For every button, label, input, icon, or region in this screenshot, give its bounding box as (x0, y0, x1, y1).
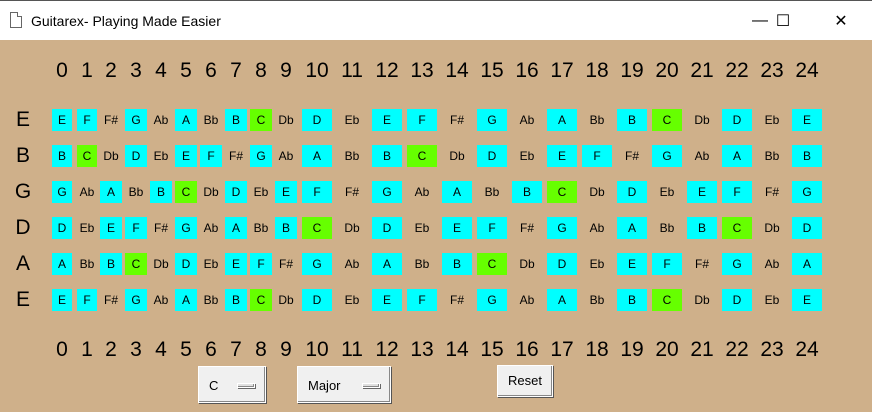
note-cell: F# (344, 185, 359, 199)
note-cell: D (617, 181, 647, 203)
note-cell: A (547, 289, 577, 311)
note-cell: Ab (203, 221, 219, 235)
note-cell: D (792, 217, 822, 239)
note-cell: Ab (519, 293, 535, 307)
note-cell: F# (278, 257, 293, 271)
top-fret-number: 5 (180, 59, 192, 82)
note-cell: Db (203, 185, 219, 199)
bottom-fret-number: 1 (81, 338, 93, 361)
note-cell: G (125, 289, 147, 311)
top-fret-number: 20 (655, 59, 679, 82)
top-fret-number: 24 (795, 59, 819, 82)
note-cell: Bb (589, 113, 605, 127)
note-cell: G (175, 217, 197, 239)
dropdown-arrow-icon (362, 383, 380, 388)
note-cell: F (407, 109, 437, 131)
note-cell: A (100, 181, 122, 203)
note-cell: B (617, 289, 647, 311)
note-cell: F# (153, 221, 168, 235)
note-cell: Bb (414, 257, 430, 271)
note-cell: F (200, 145, 222, 167)
note-cell: Db (344, 221, 360, 235)
note-cell: C (250, 289, 272, 311)
top-fret-number: 16 (515, 59, 539, 82)
note-cell: D (722, 109, 752, 131)
scale-dropdown[interactable] (297, 366, 391, 403)
minimize-button[interactable]: — (752, 12, 768, 29)
bottom-fret-number: 6 (205, 338, 217, 361)
window-title: Guitarex- Playing Made Easier (31, 13, 221, 29)
note-cell: Ab (589, 221, 605, 235)
string-label: E (15, 108, 30, 131)
note-cell: Ab (79, 185, 95, 199)
note-cell: B (372, 145, 402, 167)
top-fret-number: 7 (230, 59, 242, 82)
top-fret-number: 21 (690, 59, 714, 82)
maximize-button[interactable]: ☐ (775, 13, 791, 30)
note-cell: A (225, 217, 247, 239)
bottom-fret-number: 15 (480, 338, 504, 361)
top-fret-number: 0 (56, 59, 68, 82)
note-cell: C (302, 217, 332, 239)
bottom-fret-number: 8 (255, 338, 267, 361)
top-fret-number: 8 (255, 59, 267, 82)
note-cell: C (175, 181, 197, 203)
note-cell: E (617, 253, 647, 275)
note-cell: F# (103, 113, 118, 127)
note-cell: C (125, 253, 147, 275)
note-cell: C (547, 181, 577, 203)
note-cell: F# (624, 149, 639, 163)
top-fret-number: 22 (725, 59, 749, 82)
top-fret-number: 10 (305, 59, 329, 82)
note-cell: A (792, 253, 822, 275)
note-cell: E (52, 289, 72, 311)
note-cell: C (407, 145, 437, 167)
note-cell: F# (694, 257, 709, 271)
note-cell: Bb (764, 149, 780, 163)
note-cell: Ab (153, 113, 169, 127)
note-cell: E (792, 109, 822, 131)
bottom-fret-number: 3 (130, 338, 142, 361)
note-cell: Bb (589, 293, 605, 307)
bottom-fret-number: 4 (155, 338, 167, 361)
note-cell: Db (764, 221, 780, 235)
note-cell: G (125, 109, 147, 131)
note-cell: B (687, 217, 717, 239)
note-cell: D (302, 289, 332, 311)
note-cell: Eb (253, 185, 269, 199)
note-cell: C (477, 253, 507, 275)
note-cell: Db (103, 149, 119, 163)
bottom-fret-number: 23 (760, 338, 784, 361)
note-cell: G (52, 181, 72, 203)
note-cell: F (582, 145, 612, 167)
note-cell: Ab (519, 113, 535, 127)
note-cell: Bb (203, 113, 219, 127)
top-fret-number: 18 (585, 59, 609, 82)
bottom-fret-number: 19 (620, 338, 644, 361)
note-cell: D (547, 253, 577, 275)
note-cell: B (150, 181, 172, 203)
note-cell: Eb (79, 221, 95, 235)
top-fret-number: 9 (280, 59, 292, 82)
note-cell: Db (694, 113, 710, 127)
note-cell: D (372, 217, 402, 239)
note-cell: A (617, 217, 647, 239)
note-cell: Eb (414, 221, 430, 235)
top-fret-number: 12 (375, 59, 399, 82)
note-cell: F (652, 253, 682, 275)
note-cell: B (52, 145, 72, 167)
string-label: B (15, 144, 30, 167)
note-cell: F (77, 289, 97, 311)
title-bar (0, 0, 872, 40)
top-fret-number: 3 (130, 59, 142, 82)
key-dropdown[interactable] (198, 366, 266, 403)
bottom-fret-number: 20 (655, 338, 679, 361)
note-cell: Db (694, 293, 710, 307)
note-cell: Ab (764, 257, 780, 271)
note-cell: A (302, 145, 332, 167)
note-cell: D (125, 145, 147, 167)
note-cell: Eb (344, 113, 360, 127)
note-cell: E (175, 145, 197, 167)
note-cell: E (275, 181, 297, 203)
note-cell: C (652, 289, 682, 311)
bottom-fret-number: 18 (585, 338, 609, 361)
note-cell: E (372, 289, 402, 311)
note-cell: G (652, 145, 682, 167)
note-cell: Bb (253, 221, 269, 235)
bottom-fret-number: 7 (230, 338, 242, 361)
bottom-fret-number: 10 (305, 338, 329, 361)
bottom-fret-number: 9 (280, 338, 292, 361)
note-cell: B (792, 145, 822, 167)
note-cell: A (175, 289, 197, 311)
top-fret-number: 4 (155, 59, 167, 82)
note-cell: Db (278, 293, 294, 307)
top-fret-number: 6 (205, 59, 217, 82)
bottom-fret-number: 21 (690, 338, 714, 361)
note-cell: F (477, 217, 507, 239)
bottom-fret-number: 5 (180, 338, 192, 361)
note-cell: B (275, 217, 297, 239)
note-cell: B (100, 253, 122, 275)
note-cell: Eb (344, 293, 360, 307)
note-cell: Ab (153, 293, 169, 307)
bottom-fret-number: 2 (105, 338, 117, 361)
note-cell: Db (589, 185, 605, 199)
note-cell: F# (103, 293, 118, 307)
note-cell: E (100, 217, 122, 239)
note-cell: C (652, 109, 682, 131)
bottom-fret-number: 16 (515, 338, 539, 361)
note-cell: Bb (344, 149, 360, 163)
note-cell: Eb (764, 113, 780, 127)
top-fret-number: 15 (480, 59, 504, 82)
note-cell: D (175, 253, 197, 275)
scale-dropdown-value: Major (308, 378, 341, 393)
note-cell: Ab (278, 149, 294, 163)
bottom-fret-number: 0 (56, 338, 68, 361)
string-label: G (14, 180, 32, 203)
string-label: D (15, 216, 31, 239)
note-cell: Eb (153, 149, 169, 163)
note-cell: F (407, 289, 437, 311)
dropdown-arrow-icon (237, 383, 255, 388)
document-icon (10, 12, 22, 28)
top-fret-number: 2 (105, 59, 117, 82)
note-cell: Db (519, 257, 535, 271)
note-cell: B (512, 181, 542, 203)
note-cell: D (302, 109, 332, 131)
note-cell: B (442, 253, 472, 275)
string-label: A (15, 252, 30, 275)
top-fret-number: 23 (760, 59, 784, 82)
note-cell: E (225, 253, 247, 275)
note-cell: F (722, 181, 752, 203)
note-cell: Eb (659, 185, 675, 199)
bottom-fret-number: 12 (375, 338, 399, 361)
note-cell: Ab (344, 257, 360, 271)
note-cell: Eb (589, 257, 605, 271)
note-cell: D (225, 181, 247, 203)
note-cell: G (477, 289, 507, 311)
note-cell: A (547, 109, 577, 131)
bottom-fret-number: 14 (445, 338, 469, 361)
note-cell: F (250, 253, 272, 275)
note-cell: G (372, 181, 402, 203)
note-cell: D (722, 289, 752, 311)
note-cell: G (250, 145, 272, 167)
top-fret-number: 14 (445, 59, 469, 82)
note-cell: D (52, 217, 72, 239)
top-fret-number: 19 (620, 59, 644, 82)
note-cell: F# (228, 149, 243, 163)
note-cell: A (372, 253, 402, 275)
note-cell: C (722, 217, 752, 239)
note-cell: Bb (128, 185, 144, 199)
note-cell: E (687, 181, 717, 203)
bottom-fret-number: 24 (795, 338, 819, 361)
note-cell: G (722, 253, 752, 275)
top-fret-number: 11 (341, 59, 363, 82)
note-cell: G (477, 109, 507, 131)
note-cell: F# (449, 113, 464, 127)
note-cell: Db (278, 113, 294, 127)
note-cell: Eb (519, 149, 535, 163)
note-cell: E (547, 145, 577, 167)
reset-button[interactable]: Reset (497, 365, 553, 397)
note-cell: E (442, 217, 472, 239)
top-fret-number: 17 (550, 59, 574, 82)
note-cell: Eb (764, 293, 780, 307)
top-fret-number: 13 (410, 59, 434, 82)
note-cell: Bb (659, 221, 675, 235)
key-dropdown-value: C (209, 378, 219, 393)
note-cell: G (792, 181, 822, 203)
note-cell: Bb (79, 257, 95, 271)
note-cell: Ab (414, 185, 430, 199)
note-cell: B (617, 109, 647, 131)
note-cell: C (250, 109, 272, 131)
note-cell: A (52, 253, 72, 275)
string-label: E (15, 288, 30, 311)
bottom-fret-number: 11 (341, 338, 363, 361)
note-cell: C (77, 145, 97, 167)
note-cell: F (125, 217, 147, 239)
note-cell: B (225, 289, 247, 311)
note-cell: E (52, 109, 72, 131)
note-cell: E (792, 289, 822, 311)
note-cell: F (302, 181, 332, 203)
close-button[interactable]: ✕ (834, 13, 848, 30)
note-cell: Bb (203, 293, 219, 307)
note-cell: G (547, 217, 577, 239)
note-cell: D (477, 145, 507, 167)
note-cell: G (302, 253, 332, 275)
note-cell: Ab (694, 149, 710, 163)
bottom-fret-number: 17 (550, 338, 574, 361)
note-cell: A (722, 145, 752, 167)
note-cell: B (225, 109, 247, 131)
note-cell: E (372, 109, 402, 131)
note-cell: Bb (484, 185, 500, 199)
note-cell: F (77, 109, 97, 131)
note-cell: A (442, 181, 472, 203)
note-cell: Eb (203, 257, 219, 271)
note-cell: A (175, 109, 197, 131)
note-cell: F# (449, 293, 464, 307)
note-cell: F# (764, 185, 779, 199)
note-cell: F# (519, 221, 534, 235)
note-cell: Db (449, 149, 465, 163)
bottom-fret-number: 13 (410, 338, 434, 361)
top-fret-number: 1 (81, 59, 93, 82)
bottom-fret-number: 22 (725, 338, 749, 361)
note-cell: Db (153, 257, 169, 271)
